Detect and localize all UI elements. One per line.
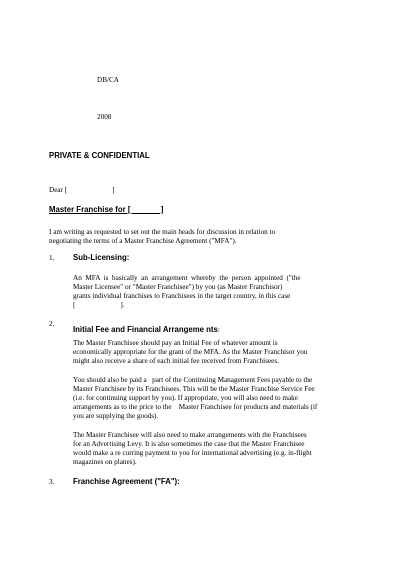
section-title-suffix: : (217, 326, 220, 334)
paragraph-line: You should also be paid a part of the Continuing Management Fees payable to the (73, 376, 313, 384)
section-paragraph (73, 274, 369, 310)
paragraph-line: The Master Franchisee will also need to make arrangements with the Franchisees (73, 431, 307, 439)
paragraph-line: The Master Franchisee should pay an Initial Fee of whatever amount is (73, 339, 278, 347)
section-paragraph (73, 431, 369, 467)
paragraph-line: you are supplying the goods). (73, 411, 159, 420)
section-paragraph (73, 376, 369, 421)
salutation: Dear [ ] (49, 186, 115, 194)
paragraph-line: economically appropriate for the grant of the MFA. As the Master Franchisor you (73, 347, 308, 356)
reference-code: DB/CA (97, 76, 119, 84)
intro-line: negotiating the terms of a Master Franchise Agreement ("MFA"). (49, 236, 237, 245)
paragraph-line: Master Licensee" or "Master Franchisee") by you (as Master Franchisor) (73, 282, 283, 291)
letter-year: 2008 (97, 113, 112, 121)
paragraph-line: grants individual franchises to Franchisees in the target country, in this case (73, 291, 291, 300)
paragraph-line: for an Advertising Levy. It is also sometimes the case that the Master Franchisee (73, 439, 305, 448)
paragraph-line: arrangements as to the price to the Master Franchisee for products and materials (if (73, 402, 318, 411)
paragraph-line: would make a re curring payment to you for international advertising (e.g. in-flight (73, 448, 312, 457)
paragraph-line: might also receive a share of each initial fee received from Franchisees. (73, 356, 279, 365)
intro-line: I am writing as requested to set out the main heads for discussion in relation to (49, 228, 276, 236)
section-title: Sub-Licensing: (73, 253, 130, 262)
confidential-label: PRIVATE & CONFIDENTIAL (49, 151, 150, 160)
section-number: 3. (49, 478, 55, 486)
letter-heading: Master Franchise for [ ] (49, 205, 164, 214)
paragraph-line: magazines on planes). (73, 457, 137, 466)
section-number: 2. (49, 320, 55, 328)
intro-paragraph (49, 228, 369, 246)
section-number: 1. (49, 254, 55, 262)
section-title: Initial Fee and Financial Arrangeme nts (73, 325, 218, 334)
section-title-row (73, 319, 220, 337)
paragraph-line: (i.e. for continuing support by you). If appropriate, you will also need to make (73, 393, 298, 402)
paragraph-line: Master Franchisee by its Franchisees. This will be the Master Franchise Service Fee (73, 384, 315, 393)
paragraph-line: [ ]. (73, 300, 125, 309)
section-title: Franchise Agreement ("FA"): (73, 477, 180, 486)
paragraph-line: An MFA is basically an arrangement whereby the person appointed ("the (73, 274, 301, 282)
section-paragraph (73, 339, 369, 366)
